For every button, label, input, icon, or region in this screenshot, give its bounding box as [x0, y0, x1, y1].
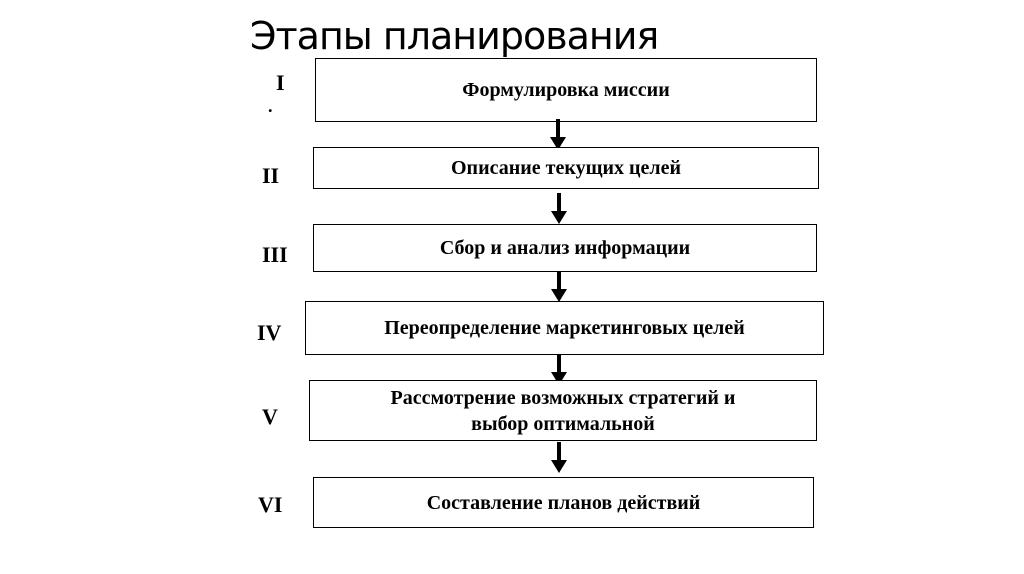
down-arrow-icon	[549, 271, 569, 303]
stage-box-5	[309, 380, 817, 441]
stage-box-3	[313, 224, 817, 272]
stage-number-1-dot: .	[268, 96, 273, 116]
stage-number-1: I	[276, 70, 285, 95]
stage-label-4: Переопределение маркетинговых целей	[384, 317, 745, 339]
page-title: Этапы планирования	[250, 14, 659, 58]
stage-label-3: Сбор и анализ информации	[439, 237, 691, 259]
stage-label-5-line-2: выбор оптимальной	[471, 412, 655, 435]
stage-number-2: II	[262, 163, 280, 188]
stage-label-2: Описание текущих целей	[450, 157, 682, 179]
stage-number-6: VI	[258, 492, 283, 517]
stage-number-5: V	[262, 404, 278, 429]
down-arrow-icon	[549, 442, 569, 474]
stage-box-1	[315, 58, 817, 122]
stage-label-1: Формулировка миссии	[462, 79, 670, 101]
stage-label-5-line-1: Рассмотрение возможных стратегий и	[390, 386, 736, 409]
down-arrow-icon	[549, 193, 569, 225]
stage-label-6: Составление планов действий	[426, 491, 701, 514]
stage-number-3: III	[262, 242, 288, 267]
stage-box-2	[313, 147, 819, 189]
stage-box-6	[313, 477, 814, 528]
stage-number-4: IV	[257, 320, 282, 345]
stage-box-4	[305, 301, 824, 355]
